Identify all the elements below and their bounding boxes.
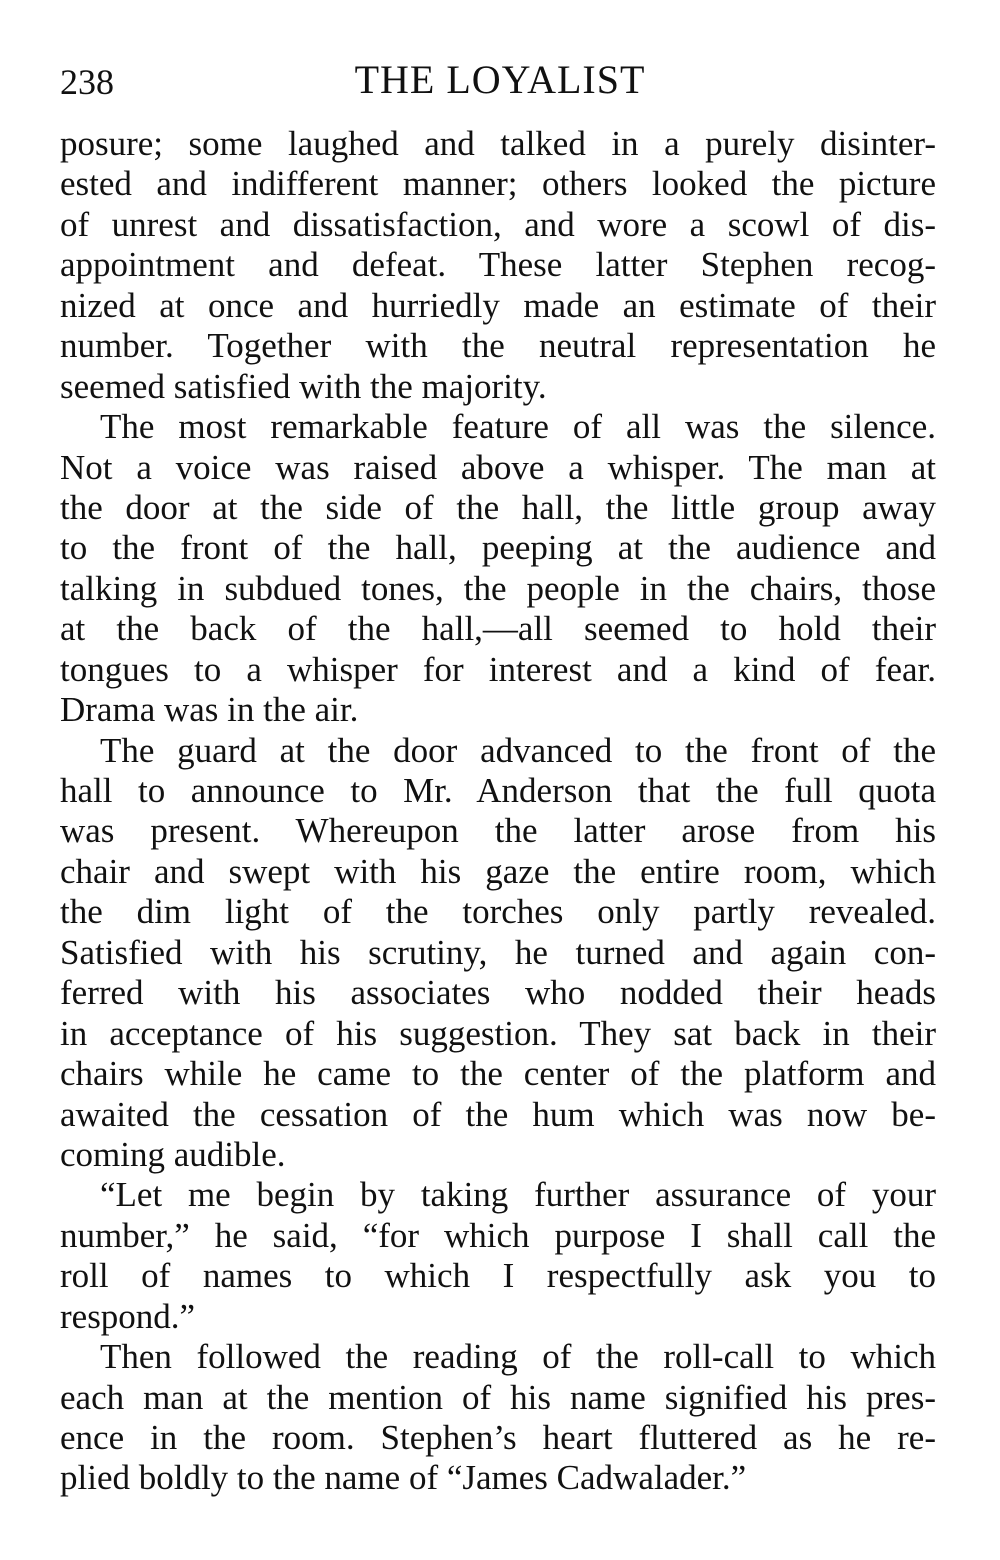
text-line: was present. Whereupon the latter arose from his [60, 811, 936, 851]
text-line: awaited the cessation of the hum which was now be- [60, 1094, 936, 1134]
text-line: each man at the mention of his name signified his pres- [60, 1377, 936, 1417]
text-line: The most remarkable feature of all was the silence. [100, 407, 936, 447]
text-line: ested and indifferent manner; others looked the picture [60, 164, 936, 204]
text-line: coming audible. [60, 1134, 286, 1174]
text-line: seemed satisfied with the majority. [60, 366, 547, 406]
running-head [60, 58, 940, 106]
text-line: plied boldly to the name of “James Cadwalader.” [60, 1458, 747, 1498]
text-line: in acceptance of his suggestion. They sat back in their [60, 1013, 936, 1053]
text-line: posure; some laughed and talked in a purely disinter- [60, 124, 936, 163]
text-line: nized at once and hurriedly made an estimate of their [60, 285, 936, 325]
text-line: ferred with his associates who nodded their heads [60, 973, 936, 1013]
text-line: The guard at the door advanced to the front of the [100, 730, 936, 770]
text-line: roll of names to which I respectfully ask you to [60, 1256, 936, 1296]
text-line: respond.” [60, 1296, 196, 1336]
text-line: chairs while he came to the center of the platform and [60, 1054, 936, 1094]
text-line: the dim light of the torches only partly revealed. [60, 892, 936, 932]
text-line: Drama was in the air. [60, 690, 359, 730]
text-line: “Let me begin by taking further assurance of your [100, 1175, 936, 1215]
text-line: of unrest and dissatisfaction, and wore a scowl of dis- [60, 204, 936, 244]
text-line: Not a voice was raised above a whisper. The man at [60, 447, 936, 487]
book-title: THE LOYALIST [354, 57, 646, 102]
text-line: talking in subdued tones, the people in the chairs, those [60, 568, 936, 608]
text-line: number. Together with the neutral representation he [60, 326, 936, 366]
text-line: ence in the room. Stephen’s heart fluttered as he re- [60, 1418, 936, 1457]
text-line: the door at the side of the hall, the little group away [60, 487, 936, 527]
page-number: 238 [60, 62, 114, 102]
text-line: tongues to a whisper for interest and a kind of fear. [60, 649, 936, 689]
text-line: appointment and defeat. These latter Stephen recog- [60, 245, 936, 285]
text-line: Satisfied with his scrutiny, he turned and again con- [60, 932, 936, 972]
body-text [60, 124, 936, 1499]
text-line: number,” he said, “for which purpose I shall call the [60, 1215, 936, 1255]
text-line: to the front of the hall, peeping at the audience and [60, 528, 936, 568]
text-line: hall to announce to Mr. Anderson that the full quota [60, 771, 936, 810]
text-line: chair and swept with his gaze the entire room, which [60, 851, 936, 891]
text-line: at the back of the hall,—all seemed to hold their [60, 609, 936, 649]
text-line: Then followed the reading of the roll-call to which [100, 1337, 936, 1377]
